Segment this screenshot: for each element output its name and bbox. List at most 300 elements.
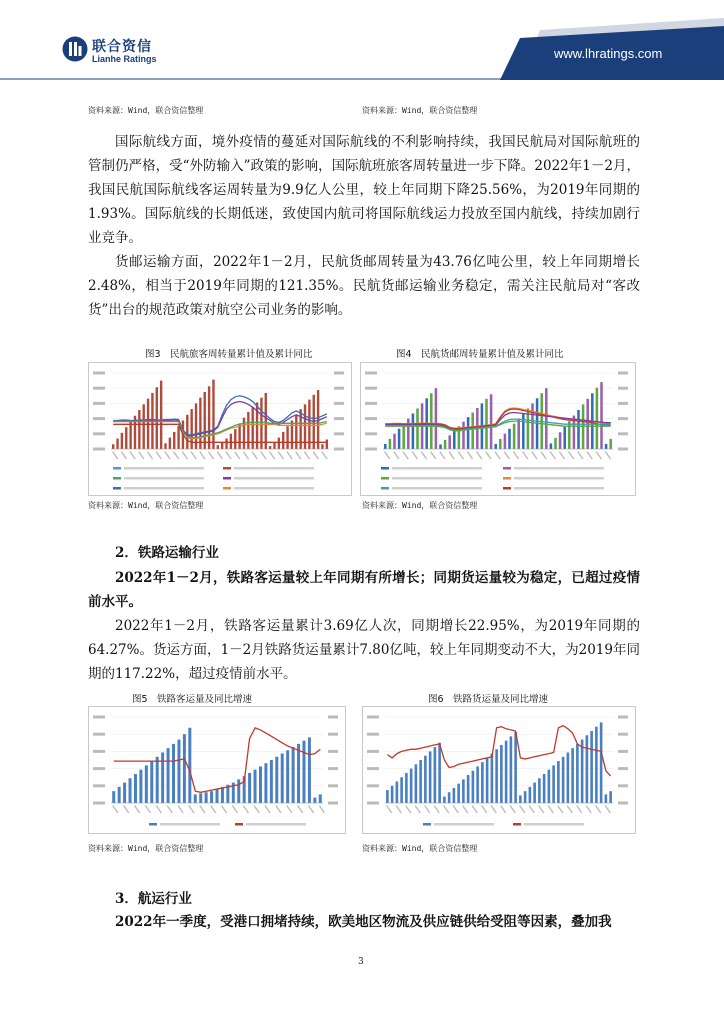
fig6-xtick-label bbox=[415, 805, 421, 813]
fig3-ytick-label bbox=[93, 402, 105, 405]
fig5-xtick-label bbox=[145, 805, 151, 813]
fig4-legend-label bbox=[392, 467, 482, 470]
fig3-bar bbox=[273, 442, 275, 449]
fig4-y2tick-label bbox=[618, 387, 628, 390]
fig4-bar bbox=[550, 443, 553, 449]
fig3-bar bbox=[299, 409, 301, 449]
fig4-bar bbox=[531, 403, 534, 449]
fig3-legend-label bbox=[234, 487, 314, 490]
fig4-legend-label bbox=[514, 487, 604, 490]
fig6-bar bbox=[609, 791, 612, 803]
fig4-xtick-label bbox=[476, 451, 482, 459]
fig4-bar bbox=[568, 421, 571, 449]
fig3-legend-swatch bbox=[113, 467, 121, 470]
section-heading-rail: 2．铁路运输行业 bbox=[115, 545, 219, 561]
fig3-bar bbox=[125, 427, 127, 449]
fig6-bar bbox=[543, 774, 546, 803]
fig4-y2tick-label bbox=[618, 372, 628, 375]
fig4-bar bbox=[563, 427, 566, 449]
fig3-bar bbox=[260, 398, 262, 449]
fig4-xtick-label bbox=[485, 451, 491, 459]
fig6-bar bbox=[510, 736, 513, 803]
fig4-xtick-label bbox=[522, 451, 528, 459]
fig5-bar bbox=[216, 789, 219, 803]
fig3-bar bbox=[225, 439, 227, 449]
figure-3-chart bbox=[88, 362, 352, 496]
fig5-xtick-label bbox=[275, 805, 281, 813]
fig5-bar bbox=[297, 744, 300, 803]
fig6-xtick-label bbox=[605, 805, 611, 813]
fig5-bar bbox=[319, 794, 322, 803]
fig4-bar bbox=[504, 434, 507, 449]
paragraph-international-routes: 国际航线方面，境外疫情的蔓延对国际航线的不利影响持续，我国民航局对国际航班的管制仍严格，受“外防输入”政策的影响，国际航班旅客周转量进一步下降。2022年1－2月，我国民航国际航线客运周转量为9.9亿人公里，较上年同期下降25.56%，为2019年同期的1.93%。国际航线的长期低迷，致使国内航司将国际航线运力投放至国内航线，持续加剧行业竞争。 bbox=[88, 134, 640, 246]
fig4-xtick-label bbox=[402, 451, 408, 459]
fig5-bar bbox=[302, 741, 305, 803]
figure-3-plot bbox=[89, 363, 351, 495]
figure-4-plot bbox=[361, 363, 635, 495]
fig6-y2tick-label bbox=[618, 716, 628, 719]
fig3-bar bbox=[143, 404, 145, 449]
fig5-bar bbox=[275, 757, 278, 803]
paragraph-cargo-transport: 货邮运输方面，2022年1－2月，民航货邮周转量为43.76亿吨公里，较上年同期增长2.48%，相当于2019年同期的121.35%。民航货邮运输业务稳定，需关注民航局对“客改货”出台的规范政策对航空公司业务的影响。 bbox=[88, 254, 640, 318]
fig5-xtick-label bbox=[188, 805, 194, 813]
fig5-bar bbox=[134, 774, 137, 803]
fig6-xtick-label bbox=[424, 805, 430, 813]
fig6-bar bbox=[400, 777, 403, 803]
fig3-xtick-label bbox=[147, 451, 153, 459]
fig6-bar bbox=[600, 722, 603, 803]
fig3-xtick-label bbox=[252, 451, 258, 459]
fig5-xtick-label bbox=[221, 805, 227, 813]
fig5-xtick-label bbox=[112, 805, 118, 813]
fig3-bar bbox=[112, 444, 114, 449]
fig6-bar bbox=[415, 764, 418, 803]
fig3-xtick-label bbox=[278, 451, 284, 459]
fig4-xtick-label bbox=[605, 451, 611, 459]
fig3-y2tick-label bbox=[334, 372, 344, 375]
fig6-bar bbox=[443, 797, 446, 803]
fig6-bar bbox=[552, 765, 555, 803]
fig6-xtick-label bbox=[491, 805, 497, 813]
fig6-bar bbox=[419, 760, 422, 803]
fig4-legend-label bbox=[514, 477, 604, 480]
fig3-bar bbox=[265, 393, 267, 449]
fig4-bar bbox=[416, 408, 419, 449]
fig4-xtick-label bbox=[494, 451, 500, 459]
fig4-bar bbox=[462, 422, 465, 449]
fig6-bar bbox=[410, 769, 413, 803]
fig5-bar bbox=[264, 763, 267, 803]
fig5-bar bbox=[254, 770, 257, 803]
fig5-y2tick-label bbox=[328, 802, 338, 805]
fig6-xtick-label bbox=[434, 805, 440, 813]
fig4-bar bbox=[517, 419, 520, 449]
fig3-bar bbox=[116, 439, 118, 449]
fig5-bar bbox=[248, 773, 251, 803]
fig5-legend-label bbox=[246, 823, 306, 826]
fig3-xtick-label bbox=[199, 451, 205, 459]
fig6-bar bbox=[448, 792, 451, 803]
fig4-xtick-label bbox=[531, 451, 537, 459]
fig5-bar bbox=[237, 779, 240, 803]
fig5-xtick-label bbox=[319, 805, 325, 813]
fig5-xtick-label bbox=[177, 805, 183, 813]
fig3-legend-swatch bbox=[223, 467, 231, 470]
figure-6-plot bbox=[363, 707, 635, 833]
fig3-xtick-label bbox=[182, 451, 188, 459]
fig4-bar bbox=[499, 439, 502, 449]
figure-6-chart bbox=[362, 706, 636, 834]
fig5-y2tick-label bbox=[328, 750, 338, 753]
fig5-bar bbox=[259, 766, 262, 803]
fig6-xtick-label bbox=[576, 805, 582, 813]
fig5-xtick-label bbox=[199, 805, 205, 813]
fig6-xtick-label bbox=[529, 805, 535, 813]
fig6-bar bbox=[586, 735, 589, 803]
fig4-xtick-label bbox=[412, 451, 418, 459]
fig4-ytick-label bbox=[365, 387, 377, 390]
fig4-bar bbox=[485, 399, 488, 449]
fig3-xtick-label bbox=[138, 451, 144, 459]
fig3-y2tick-label bbox=[334, 417, 344, 420]
fig4-bar bbox=[467, 417, 470, 449]
fig3-xtick-label bbox=[260, 451, 266, 459]
fig5-xtick-label bbox=[254, 805, 260, 813]
fig6-legend-swatch bbox=[423, 823, 431, 826]
fig4-bar bbox=[605, 444, 608, 449]
fig6-xtick-label bbox=[472, 805, 478, 813]
fig6-xtick-label bbox=[386, 805, 392, 813]
fig5-growth-line bbox=[114, 728, 321, 793]
fig4-bar bbox=[577, 410, 580, 449]
fig6-legend-label bbox=[524, 823, 584, 826]
fig6-xtick-label bbox=[453, 805, 459, 813]
fig3-legend-label bbox=[234, 477, 314, 480]
fig5-bar bbox=[150, 761, 153, 803]
fig6-bar bbox=[576, 744, 579, 803]
fig5-bar bbox=[188, 728, 191, 803]
source-note-fig3: 资料来源：Wind，联合资信整理 bbox=[88, 501, 204, 510]
fig4-bar bbox=[389, 439, 392, 449]
fig6-bar bbox=[500, 745, 503, 803]
figure-6-title: 图6 铁路货运量及同比增速 bbox=[428, 694, 549, 705]
fig6-bar bbox=[567, 752, 570, 803]
figure-4-chart bbox=[360, 362, 636, 496]
fig6-bar bbox=[396, 782, 399, 804]
fig4-y2tick-label bbox=[618, 448, 628, 451]
fig3-xtick-label bbox=[234, 451, 240, 459]
fig4-xtick-label bbox=[448, 451, 454, 459]
fig4-y2tick-label bbox=[618, 417, 628, 420]
fig4-bar bbox=[430, 393, 433, 449]
fig6-bar bbox=[533, 783, 536, 803]
fig6-bar bbox=[495, 749, 498, 803]
fig4-legend-swatch bbox=[503, 477, 511, 480]
fig4-legend-swatch bbox=[381, 477, 389, 480]
fig4-xtick-label bbox=[596, 451, 602, 459]
fig3-bar bbox=[308, 400, 310, 449]
source-note-fig5: 资料来源：Wind，联合资信整理 bbox=[88, 844, 204, 853]
fig4-bar bbox=[453, 431, 456, 449]
fig6-xtick-label bbox=[443, 805, 449, 813]
fig5-xtick-label bbox=[232, 805, 238, 813]
fig3-bar bbox=[247, 412, 249, 449]
fig3-xtick-label bbox=[164, 451, 170, 459]
fig3-bar bbox=[156, 387, 158, 449]
fig5-bar bbox=[286, 750, 289, 803]
fig5-ytick-label bbox=[93, 784, 105, 787]
section-heading-shipping: 3．航运行业 bbox=[115, 891, 192, 907]
fig6-ytick-label bbox=[367, 767, 379, 770]
fig3-xtick-label bbox=[208, 451, 214, 459]
fig3-bar bbox=[269, 446, 271, 449]
website-link[interactable]: www.lhratings.com bbox=[554, 46, 663, 61]
fig5-bar bbox=[183, 734, 186, 803]
fig3-legend-label bbox=[234, 467, 314, 470]
fig5-bar bbox=[172, 744, 175, 803]
fig5-xtick-label bbox=[308, 805, 314, 813]
fig5-legend-swatch bbox=[235, 823, 243, 826]
fig4-bar bbox=[596, 388, 599, 449]
fig3-ytick-label bbox=[93, 387, 105, 390]
fig5-bar bbox=[270, 760, 273, 803]
fig3-y2tick-label bbox=[334, 402, 344, 405]
fig3-legend-swatch bbox=[223, 487, 231, 490]
fig3-xtick-label bbox=[156, 451, 162, 459]
fig4-xtick-label bbox=[430, 451, 436, 459]
fig4-bar bbox=[508, 429, 511, 449]
fig4-xtick-label bbox=[586, 451, 592, 459]
fig6-xtick-label bbox=[557, 805, 563, 813]
fig3-legend-label bbox=[124, 487, 204, 490]
fig3-xtick-label bbox=[121, 451, 127, 459]
fig5-bar bbox=[156, 757, 159, 803]
fig5-xtick-label bbox=[286, 805, 292, 813]
fig6-bar bbox=[562, 757, 565, 803]
fig4-ytick-label bbox=[365, 417, 377, 420]
fig6-bar bbox=[529, 787, 532, 803]
fig4-legend-swatch bbox=[503, 487, 511, 490]
fig6-bar bbox=[476, 766, 479, 803]
fig4-bar bbox=[545, 388, 548, 449]
fig4-ytick-label bbox=[365, 402, 377, 405]
fig3-bar bbox=[164, 443, 166, 449]
fig6-xtick-label bbox=[500, 805, 506, 813]
fig3-bar bbox=[326, 440, 328, 450]
fig4-bar bbox=[559, 432, 562, 449]
fig5-xtick-label bbox=[210, 805, 216, 813]
fig3-bar bbox=[199, 398, 201, 449]
fig4-xtick-label bbox=[421, 451, 427, 459]
fig5-bar bbox=[145, 765, 148, 803]
fig5-bar bbox=[123, 783, 126, 803]
fig6-y2tick-label bbox=[618, 733, 628, 736]
fig6-bar bbox=[434, 747, 437, 803]
fig5-bar bbox=[129, 778, 132, 803]
fig3-bar bbox=[278, 438, 280, 449]
fig4-xtick-label bbox=[577, 451, 583, 459]
fig3-ytick-label bbox=[93, 417, 105, 420]
fig3-bar bbox=[321, 444, 323, 449]
fig3-bar bbox=[286, 426, 288, 449]
fig5-bar bbox=[210, 791, 213, 803]
fig6-legend-label bbox=[434, 823, 494, 826]
fig6-xtick-label bbox=[462, 805, 468, 813]
page-header bbox=[0, 0, 724, 80]
fig6-bar bbox=[605, 794, 608, 803]
fig4-xtick-label bbox=[458, 451, 464, 459]
fig5-xtick-label bbox=[167, 805, 173, 813]
fig3-xtick-label bbox=[225, 451, 231, 459]
fig3-legend-label bbox=[124, 467, 204, 470]
fig6-ytick-label bbox=[367, 784, 379, 787]
fig3-xtick-label bbox=[243, 451, 249, 459]
fig6-legend-swatch bbox=[513, 823, 521, 826]
figure-5-plot bbox=[89, 707, 345, 833]
fig4-bar bbox=[471, 413, 474, 449]
fig3-ytick-label bbox=[93, 448, 105, 451]
fig3-bar bbox=[212, 380, 214, 449]
fig4-bar bbox=[609, 439, 612, 449]
fig4-bar bbox=[398, 429, 401, 449]
fig5-ytick-label bbox=[93, 750, 105, 753]
fig3-xtick-label bbox=[295, 451, 301, 459]
fig5-bar bbox=[177, 740, 180, 803]
fig3-bar bbox=[177, 426, 179, 449]
fig3-ytick-label bbox=[93, 372, 105, 375]
fig6-bar bbox=[481, 762, 484, 803]
fig6-bar bbox=[548, 770, 551, 803]
fig3-bar bbox=[238, 423, 240, 449]
fig6-ytick-label bbox=[367, 733, 379, 736]
fig6-bar bbox=[590, 731, 593, 803]
fig4-ytick-label bbox=[365, 432, 377, 435]
figure-5-title: 图5 铁路客运量及同比增速 bbox=[132, 694, 253, 705]
fig5-ytick-label bbox=[93, 733, 105, 736]
fig6-bar bbox=[491, 754, 494, 803]
fig3-bar bbox=[295, 415, 297, 449]
fig6-xtick-label bbox=[595, 805, 601, 813]
fig6-bar bbox=[472, 771, 475, 803]
fig6-bar bbox=[514, 732, 517, 803]
fig4-ytick-label bbox=[365, 372, 377, 375]
fig5-ytick-label bbox=[93, 802, 105, 805]
fig5-ytick-label bbox=[93, 716, 105, 719]
fig4-bar bbox=[439, 444, 442, 449]
fig6-ytick-label bbox=[367, 802, 379, 805]
fig4-bar bbox=[402, 424, 405, 449]
fig4-bar bbox=[393, 434, 396, 449]
fig6-bar bbox=[595, 727, 598, 803]
fig3-xtick-label bbox=[173, 451, 179, 459]
fig5-xtick-label bbox=[243, 805, 249, 813]
fig6-bar bbox=[557, 761, 560, 803]
fig6-xtick-label bbox=[586, 805, 592, 813]
fig5-y2tick-label bbox=[328, 716, 338, 719]
fig6-ytick-label bbox=[367, 716, 379, 719]
fig4-bar bbox=[490, 394, 493, 449]
fig4-legend-swatch bbox=[381, 487, 389, 490]
fig3-bar bbox=[243, 418, 245, 449]
fig6-bar bbox=[538, 778, 541, 803]
fig4-legend-label bbox=[392, 487, 482, 490]
fig5-y2tick-label bbox=[328, 733, 338, 736]
fig4-bar bbox=[554, 438, 557, 449]
fig5-bar bbox=[281, 754, 284, 803]
figure-4-title: 图4 民航货邮周转量累计值及累计同比 bbox=[396, 349, 564, 360]
fig5-bar bbox=[139, 770, 142, 803]
fig5-y2tick-label bbox=[328, 784, 338, 787]
fig3-legend-label bbox=[124, 477, 204, 480]
fig6-bar bbox=[438, 743, 441, 803]
fig6-xtick-label bbox=[538, 805, 544, 813]
fig3-bar bbox=[160, 381, 162, 449]
fig3-xtick-label bbox=[112, 451, 118, 459]
fig6-xtick-label bbox=[519, 805, 525, 813]
fig3-xtick-label bbox=[129, 451, 135, 459]
fig6-xtick-label bbox=[396, 805, 402, 813]
fig5-bar bbox=[292, 747, 295, 803]
fig3-xtick-label bbox=[269, 451, 275, 459]
fig6-xtick-label bbox=[481, 805, 487, 813]
fig5-bar bbox=[112, 791, 115, 803]
fig6-bar bbox=[457, 784, 460, 803]
fig6-bar bbox=[462, 779, 465, 803]
fig4-xtick-label bbox=[540, 451, 546, 459]
fig3-y2tick-label bbox=[334, 432, 344, 435]
fig3-legend-swatch bbox=[223, 477, 231, 480]
fig4-bar bbox=[448, 435, 451, 449]
fig6-bar bbox=[505, 741, 508, 803]
fig4-y2tick-label bbox=[618, 432, 628, 435]
fig4-xtick-label bbox=[439, 451, 445, 459]
fig4-bar bbox=[513, 424, 516, 449]
fig3-bar bbox=[138, 410, 140, 449]
fig5-bar bbox=[161, 752, 164, 803]
source-note-fig6: 资料来源：Wind，联合资信整理 bbox=[362, 844, 478, 853]
fig3-bar bbox=[234, 429, 236, 449]
fig5-legend-swatch bbox=[149, 823, 157, 826]
fig6-bar bbox=[405, 773, 408, 803]
page-number: 3 bbox=[358, 957, 364, 967]
source-note-top-left: 资料来源：Wind，联合资信整理 bbox=[88, 106, 204, 115]
fig5-y2tick-label bbox=[328, 767, 338, 770]
fig3-y2tick-label bbox=[334, 448, 344, 451]
fig5-xtick-label bbox=[123, 805, 129, 813]
fig4-xtick-label bbox=[568, 451, 574, 459]
fig6-xtick-label bbox=[548, 805, 554, 813]
fig5-ytick-label bbox=[93, 767, 105, 770]
fig6-y2tick-label bbox=[618, 750, 628, 753]
fig3-y2tick-label bbox=[334, 387, 344, 390]
fig3-bar bbox=[282, 432, 284, 449]
fig4-ytick-label bbox=[365, 448, 377, 451]
fig4-xtick-label bbox=[513, 451, 519, 459]
fig6-xtick-label bbox=[405, 805, 411, 813]
fig4-bar bbox=[444, 440, 447, 449]
fig4-xtick-label bbox=[384, 451, 390, 459]
fig5-bar bbox=[118, 787, 121, 803]
fig6-bar bbox=[571, 748, 574, 803]
fig5-xtick-label bbox=[134, 805, 140, 813]
fig5-bar bbox=[167, 748, 170, 803]
fig4-y2tick-label bbox=[618, 402, 628, 405]
fig3-bar bbox=[173, 432, 175, 449]
fig3-bar bbox=[169, 438, 171, 449]
fig6-xtick-label bbox=[567, 805, 573, 813]
fig4-xtick-label bbox=[393, 451, 399, 459]
fig3-bar bbox=[208, 386, 210, 449]
